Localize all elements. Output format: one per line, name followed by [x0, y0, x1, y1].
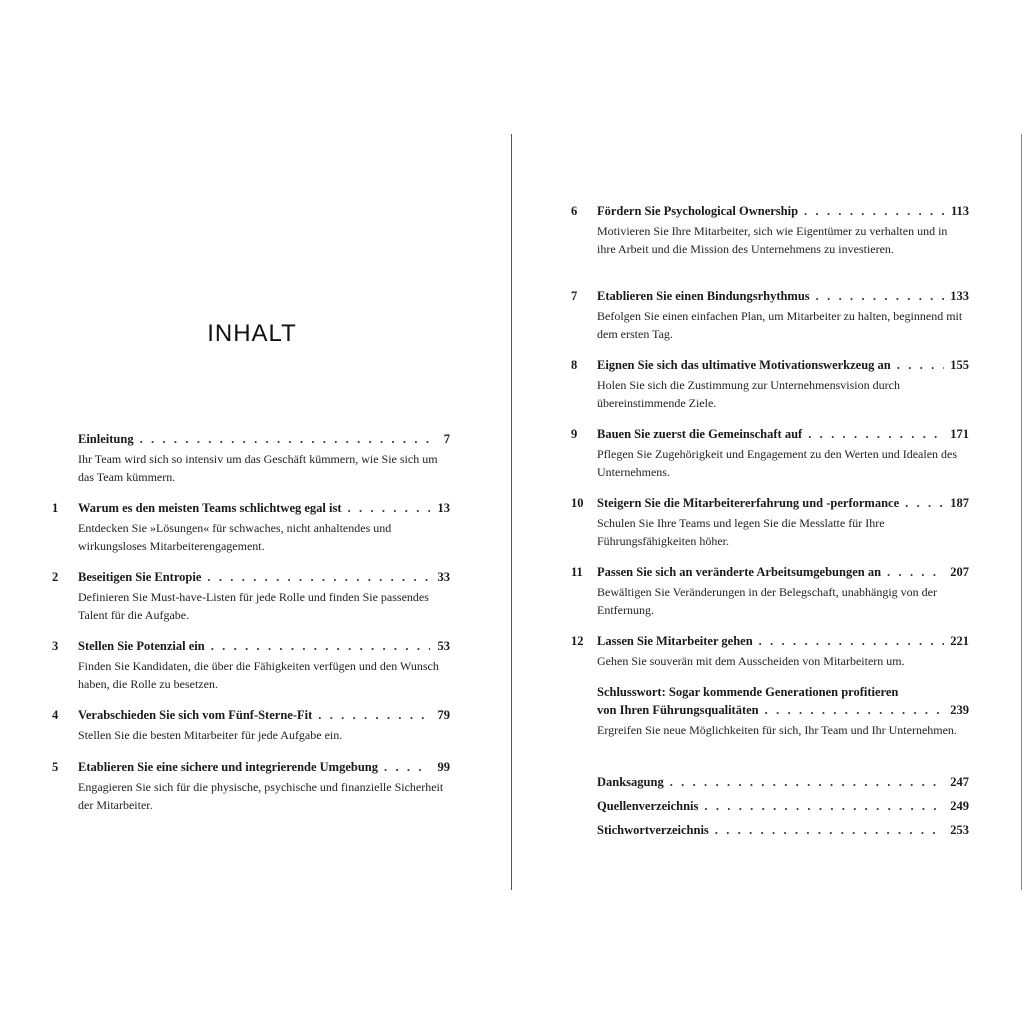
entry-page: 133 [950, 289, 969, 303]
entry-title: Etablieren Sie einen Bindungsrhythmus [597, 289, 810, 303]
entry-desc: Entdecken Sie »Lösungen« für schwaches, nicht anhaltendes und wirkungsloses Mitarbeiterengagement. [78, 521, 392, 553]
toc-entry-4 [78, 707, 450, 744]
entry-title: Etablieren Sie eine sichere und integrierende Umgebung [78, 760, 378, 774]
entry-title: Verabschieden Sie sich vom Fünf-Sterne-Fit [78, 708, 313, 722]
entry-desc: Finden Sie Kandidaten, die über die Fähigkeiten verfügen und den Wunsch haben, die Rolle zu besetzen. [78, 659, 439, 691]
leader-dots [897, 357, 944, 373]
leader-dots [887, 564, 944, 580]
entry-title-line2: von Ihren Führungsqualitäten [597, 703, 759, 717]
entry-number: 4 [52, 708, 59, 722]
entry-title-line1: Schlusswort: Sogar kommende Generationen profitieren [597, 685, 899, 699]
entry-number: 1 [52, 501, 59, 515]
entry-page: 187 [950, 496, 969, 510]
page-divider [511, 134, 512, 890]
entry-title: Stichwortverzeichnis [597, 823, 709, 837]
toc-entry-6 [597, 203, 969, 258]
leader-dots [759, 633, 945, 649]
entry-page: 113 [950, 204, 969, 218]
toc-entry-closing [597, 684, 969, 739]
toc-entry-5 [78, 759, 450, 814]
entry-page: 99 [437, 760, 450, 774]
entry-page: 33 [437, 570, 450, 584]
entry-desc: Bewältigen Sie Veränderungen in der Belegschaft, unabhängig von der Entfernung. [597, 585, 938, 617]
entry-desc: Holen Sie sich die Zustimmung zur Unternehmensvision durch übereinstimmende Ziele. [597, 378, 900, 410]
entry-desc: Motivieren Sie Ihre Mitarbeiter, sich wie Eigentümer zu verhalten und in ihre Arbeit und die Mission des Unternehmens zu investieren. [597, 224, 948, 256]
leader-dots [670, 774, 945, 790]
entry-desc: Ergreifen Sie neue Möglichkeiten für sich, Ihr Team und Ihr Unternehmen. [597, 723, 957, 737]
entry-desc: Gehen Sie souverän mit dem Ausscheiden von Mitarbeitern um. [597, 654, 905, 668]
entry-page: 53 [437, 639, 450, 653]
entry-title: Bauen Sie zuerst die Gemeinschaft auf [597, 427, 803, 441]
toc-entry-9 [597, 426, 969, 481]
toc-entry-danksagung [597, 774, 969, 790]
toc-entry-1 [78, 500, 450, 555]
entry-desc: Befolgen Sie einen einfachen Plan, um Mitarbeiter zu halten, beginnend mit dem ersten Tag. [597, 309, 963, 341]
leader-dots [211, 638, 430, 654]
entry-page: 221 [950, 634, 969, 648]
entry-number: 8 [571, 358, 578, 372]
entry-title: Beseitigen Sie Entropie [78, 570, 202, 584]
entry-title: Danksagung [597, 775, 664, 789]
leader-dots [905, 495, 944, 511]
leader-dots [384, 759, 430, 775]
entry-title: Fördern Sie Psychological Ownership [597, 204, 799, 218]
entry-number: 12 [571, 634, 584, 648]
entry-number: 6 [571, 204, 578, 218]
leader-dots [808, 426, 944, 442]
leader-dots [704, 798, 944, 814]
entry-page: 13 [437, 501, 450, 515]
entry-page: 247 [950, 775, 969, 789]
entry-desc: Engagieren Sie sich für die physische, psychische und finanzielle Sicherheit der Mitarbeiter. [78, 780, 444, 812]
toc-entry-stichwort [597, 822, 969, 838]
toc-entry-quellen [597, 798, 969, 814]
entry-desc: Schulen Sie Ihre Teams und legen Sie die Messlatte für Ihre Führungsfähigkeiten höher. [597, 516, 885, 548]
entry-page: 253 [950, 823, 969, 837]
entry-title: Warum es den meisten Teams schlichtweg egal ist [78, 501, 342, 515]
page-edge [1021, 134, 1022, 890]
toc-entry-7 [597, 288, 969, 343]
entry-desc: Stellen Sie die besten Mitarbeiter für jede Aufgabe ein. [78, 728, 343, 742]
leader-dots [207, 569, 430, 585]
entry-desc: Ihr Team wird sich so intensiv um das Geschäft kümmern, wie Sie sich um das Team kümmern. [78, 452, 438, 484]
toc-heading: INHALT [207, 320, 297, 347]
toc-entry-11 [597, 564, 969, 619]
entry-number: 7 [571, 289, 578, 303]
leader-dots [140, 431, 430, 447]
entry-title: Einleitung [78, 432, 134, 446]
entry-title: Eignen Sie sich das ultimative Motivationswerkzeug an [597, 358, 891, 372]
entry-title: Passen Sie sich an veränderte Arbeitsumgebungen an [597, 565, 882, 579]
toc-entry-8 [597, 357, 969, 412]
toc-entry-3 [78, 638, 450, 693]
entry-number: 9 [571, 427, 578, 441]
entry-number: 10 [571, 496, 584, 510]
entry-number: 3 [52, 639, 59, 653]
toc-entry-intro [78, 431, 450, 486]
entry-title: Quellenverzeichnis [597, 799, 699, 813]
entry-title: Lassen Sie Mitarbeiter gehen [597, 634, 753, 648]
entry-page: 171 [950, 427, 969, 441]
entry-page: 249 [950, 799, 969, 813]
entry-number: 5 [52, 760, 59, 774]
leader-dots [816, 288, 945, 304]
toc-entry-10 [597, 495, 969, 550]
leader-dots [348, 500, 430, 516]
entry-page: 239 [950, 703, 969, 717]
leader-dots [804, 203, 945, 219]
entry-number: 2 [52, 570, 59, 584]
leader-dots [715, 822, 944, 838]
entry-page: 7 [443, 432, 450, 446]
entry-desc: Pflegen Sie Zugehörigkeit und Engagement zu den Werten und Idealen des Unternehmens. [597, 447, 958, 479]
entry-page: 79 [437, 708, 450, 722]
leader-dots [765, 702, 945, 718]
toc-entry-12 [597, 633, 969, 670]
entry-number: 11 [571, 565, 583, 579]
entry-page: 155 [950, 358, 969, 372]
toc-entry-2 [78, 569, 450, 624]
leader-dots [318, 707, 430, 723]
entry-title: Stellen Sie Potenzial ein [78, 639, 205, 653]
entry-page: 207 [950, 565, 969, 579]
entry-desc: Definieren Sie Must-have-Listen für jede Rolle und finden Sie passendes Talent für die Aufgabe. [78, 590, 429, 622]
entry-title: Steigern Sie die Mitarbeitererfahrung und -performance [597, 496, 900, 510]
